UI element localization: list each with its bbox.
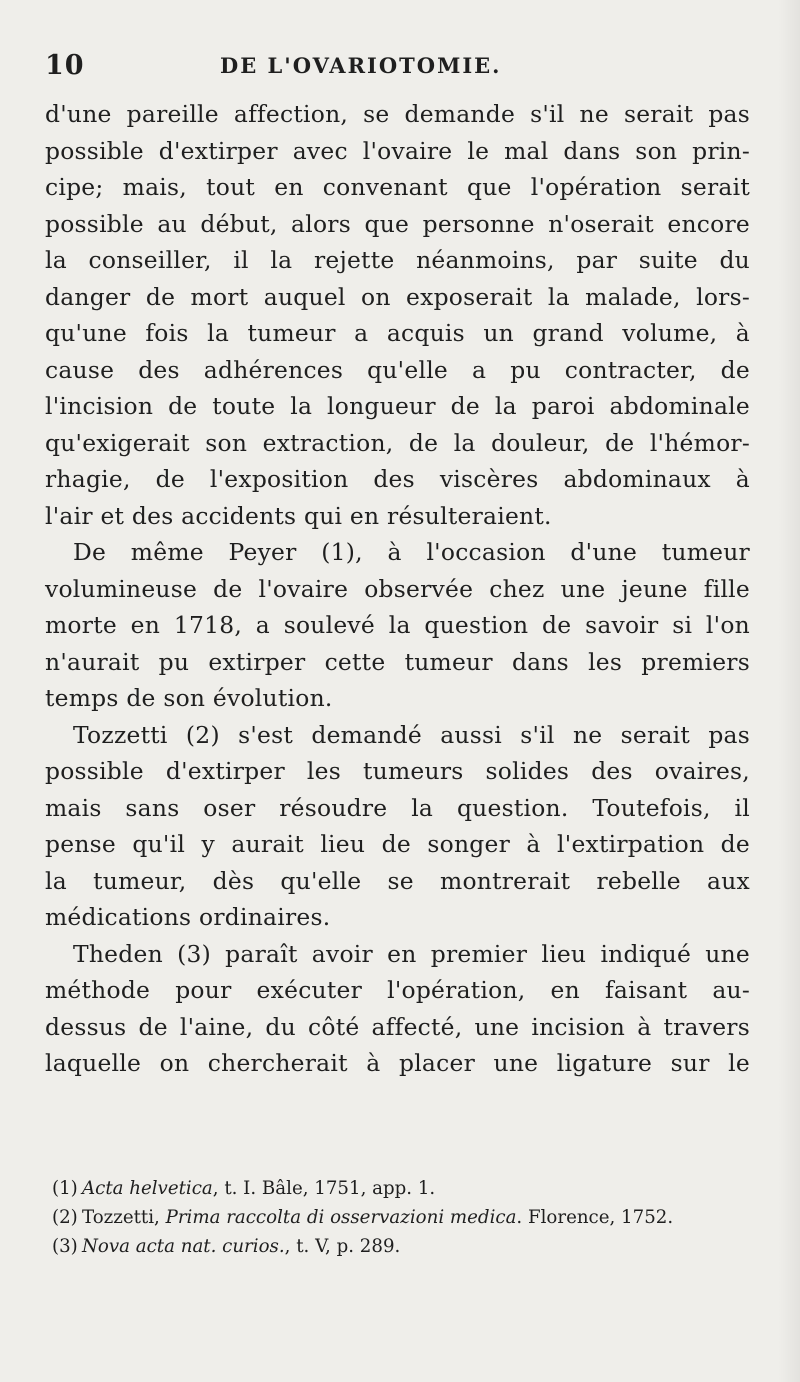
page-header bbox=[45, 50, 745, 90]
text-line: Tozzetti (2) s'est demandé aussi s'il ne serait pas bbox=[73, 720, 750, 749]
text-line: qu'exigerait son extraction, de la douleur, de l'hémor- bbox=[45, 428, 750, 457]
footnote-title: Nova acta nat. curios. bbox=[82, 1236, 285, 1257]
text-line: l'incision de toute la longueur de la paroi abdominale bbox=[45, 392, 750, 420]
text-line: possible d'extirper avec l'ovaire le mal dans son prin- bbox=[45, 136, 750, 165]
footnotes bbox=[52, 1174, 772, 1261]
footnote-title: Prima raccolta di osservazioni medica bbox=[165, 1207, 517, 1228]
footnote-title: Acta helvetica bbox=[82, 1178, 213, 1199]
text-line: rhagie, de l'exposition des viscères abdominaux à bbox=[45, 465, 750, 493]
text-line: danger de mort auquel on exposerait la malade, lors- bbox=[45, 282, 750, 311]
footnote-text: , t. V, p. 289. bbox=[284, 1236, 401, 1257]
text-line: d'une pareille affection, se demande s'il ne serait pas bbox=[45, 100, 750, 128]
page-number: 10 bbox=[45, 50, 85, 81]
text-line: l'air et des accidents qui en résulteraient. bbox=[45, 501, 552, 530]
text-line: possible d'extirper les tumeurs solides des ovaires, bbox=[45, 757, 750, 785]
footnote-number: (2) bbox=[52, 1207, 78, 1228]
text-line: qu'une fois la tumeur a acquis un grand volume, à bbox=[45, 319, 750, 347]
text-line: temps de son évolution. bbox=[45, 684, 333, 712]
text-line: laquelle on chercherait à placer une ligature sur le bbox=[45, 1049, 750, 1077]
footnote-number: (3) bbox=[52, 1236, 78, 1257]
text-line: cipe; mais, tout en convenant que l'opération serait bbox=[45, 173, 750, 201]
text-line: méthode pour exécuter l'opération, en faisant au- bbox=[45, 976, 750, 1004]
text-line: la conseiller, il la rejette néanmoins, par suite du bbox=[45, 246, 750, 274]
footnote-number: (1) bbox=[52, 1178, 78, 1199]
running-head: DE L'OVARIOTOMIE. bbox=[220, 53, 502, 78]
text-line: volumineuse de l'ovaire observée chez une jeune fille bbox=[45, 574, 750, 603]
text-line: dessus de l'aine, du côté affecté, une incision à travers bbox=[45, 1012, 750, 1041]
footnote-text: . Florence, 1752. bbox=[516, 1207, 674, 1228]
text-line: la tumeur, dès qu'elle se montrerait rebelle aux bbox=[45, 866, 750, 895]
text-line: n'aurait pu extirper cette tumeur dans les premiers bbox=[45, 647, 750, 676]
text-line: Theden (3) paraît avoir en premier lieu indiqué une bbox=[73, 939, 750, 968]
text-line: cause des adhérences qu'elle a pu contracter, de bbox=[45, 355, 750, 384]
text-line: possible au début, alors que personne n'oserait encore bbox=[45, 209, 750, 238]
text-line: mais sans oser résoudre la question. Toutefois, il bbox=[45, 793, 750, 822]
footnote bbox=[52, 1174, 772, 1203]
text-line: De même Peyer (1), à l'occasion d'une tumeur bbox=[73, 538, 750, 566]
footnote-text: , t. I. Bâle, 1751, app. 1. bbox=[212, 1178, 436, 1199]
footnote bbox=[52, 1203, 772, 1232]
body-text bbox=[45, 96, 750, 1082]
page-edge-shadow bbox=[778, 0, 800, 1382]
footnote bbox=[52, 1232, 772, 1261]
text-line: pense qu'il y aurait lieu de songer à l'extirpation de bbox=[45, 830, 750, 858]
footnote-author: Tozzetti, bbox=[82, 1207, 166, 1228]
text-line: médications ordinaires. bbox=[45, 903, 331, 931]
text-line: morte en 1718, a soulevé la question de savoir si l'on bbox=[45, 611, 750, 639]
